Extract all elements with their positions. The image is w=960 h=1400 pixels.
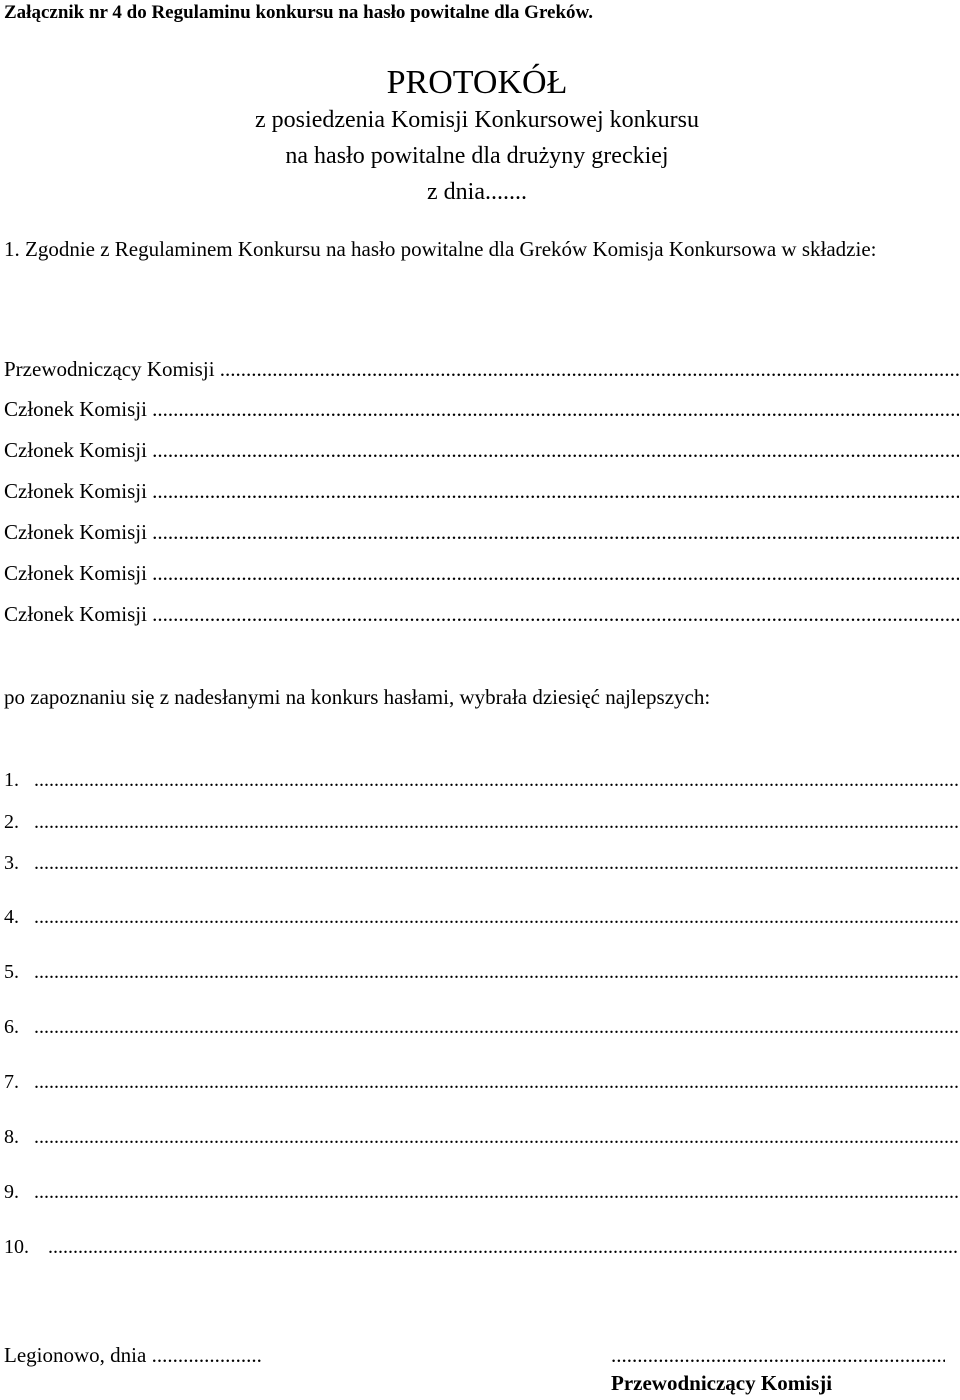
- entry-line: [4, 1179, 959, 1205]
- selection-paragraph: po zapoznaniu się z nadesłanymi na konkurs hasłami, wybrała dziesięć najlepszych:: [4, 685, 711, 709]
- document-title: PROTOKÓŁ: [386, 64, 568, 101]
- committee-member-line: Członek Komisji .....: [4, 601, 959, 627]
- entry-line: [4, 959, 959, 985]
- entry-number: 6.: [4, 1016, 19, 1038]
- subtitle-line-1: z posiedzenia Komisji Konkursowej konkursu: [255, 107, 699, 133]
- entry-number: 10.: [4, 1236, 29, 1258]
- title-block: [0, 64, 960, 210]
- entry-line: [4, 1234, 959, 1260]
- entry-number: 3.: [4, 852, 19, 874]
- committee-member-line: Członek Komisji .....: [4, 478, 959, 504]
- entry-number: 1.: [4, 769, 19, 791]
- entry-line: [4, 767, 959, 793]
- place-date-line: Legionowo, dnia .....: [4, 1343, 262, 1368]
- entry-number: 9.: [4, 1181, 19, 1203]
- entry-line: [4, 1124, 959, 1150]
- committee-member-line: Członek Komisji .....: [4, 437, 959, 463]
- entry-line: [4, 809, 959, 835]
- entry-line: [4, 1014, 959, 1040]
- committee-member-line: Członek Komisji .....: [4, 519, 959, 545]
- entry-number: 5.: [4, 961, 19, 983]
- committee-chair-line: Przewodniczący Komisji .....: [4, 356, 959, 382]
- committee-member-line: Członek Komisji .....: [4, 396, 959, 422]
- entry-number: 4.: [4, 906, 19, 928]
- entry-number: 7.: [4, 1071, 19, 1093]
- signature-line: [611, 1343, 945, 1368]
- committee-member-line: Członek Komisji .....: [4, 560, 959, 586]
- entry-line: [4, 850, 959, 876]
- signature-label: Przewodniczący Komisji: [611, 1371, 833, 1395]
- entry-line: [4, 904, 959, 930]
- attachment-header: Załącznik nr 4 do Regulaminu konkursu na hasło powitalne dla Greków.: [4, 2, 593, 23]
- subtitle-date-line: z dnia.......: [427, 179, 527, 205]
- intro-paragraph: 1. Zgodnie z Regulaminem Konkursu na hasło powitalne dla Greków Komisja Konkursowa w składzie:: [4, 237, 877, 261]
- subtitle-line-2: na hasło powitalne dla drużyny greckiej: [285, 143, 669, 169]
- entry-number: 8.: [4, 1126, 19, 1148]
- entry-line: [4, 1069, 959, 1095]
- entry-number: 2.: [4, 811, 19, 833]
